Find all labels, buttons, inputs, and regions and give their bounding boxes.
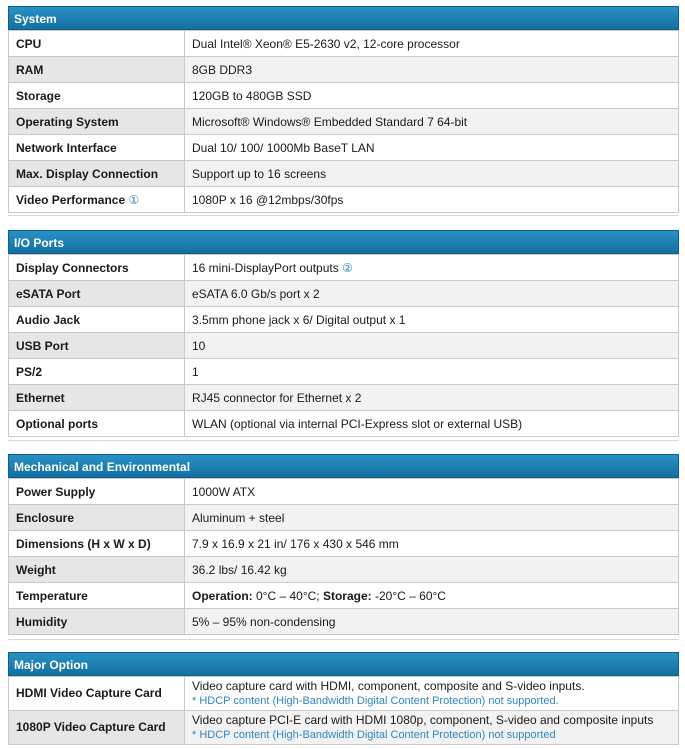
row-label: Optional ports bbox=[9, 411, 185, 437]
table-row bbox=[9, 359, 679, 385]
row-label-text: Video Performance bbox=[16, 192, 126, 207]
table-row bbox=[9, 333, 679, 359]
table-row bbox=[9, 557, 679, 583]
row-value bbox=[185, 255, 679, 281]
row-value: 36.2 lbs/ 16.42 kg bbox=[185, 557, 679, 583]
row-value: 3.5mm phone jack x 6/ Digital output x 1 bbox=[185, 307, 679, 333]
row-label: USB Port bbox=[9, 333, 185, 359]
row-label: PS/2 bbox=[9, 359, 185, 385]
row-value: 10 bbox=[185, 333, 679, 359]
row-label: Operating System bbox=[9, 109, 185, 135]
row-value: 8GB DDR3 bbox=[185, 57, 679, 83]
row-value: Aluminum + steel bbox=[185, 505, 679, 531]
row-label: Weight bbox=[9, 557, 185, 583]
table-row bbox=[9, 583, 679, 609]
system-table bbox=[8, 30, 679, 213]
divider bbox=[8, 215, 679, 216]
row-label: Ethernet bbox=[9, 385, 185, 411]
table-row bbox=[9, 135, 679, 161]
row-value bbox=[185, 583, 679, 609]
section-title: I/O Ports bbox=[8, 230, 679, 254]
row-value-text: 16 mini-DisplayPort outputs bbox=[192, 260, 339, 275]
mechanical-table bbox=[8, 478, 679, 635]
row-label: 1080P Video Capture Card bbox=[9, 711, 185, 745]
table-row bbox=[9, 505, 679, 531]
storage-value: -20°C – 60°C bbox=[371, 588, 446, 603]
row-label: RAM bbox=[9, 57, 185, 83]
row-label: Display Connectors bbox=[9, 255, 185, 281]
section-major-option bbox=[8, 652, 679, 745]
table-row bbox=[9, 531, 679, 557]
row-value: RJ45 connector for Ethernet x 2 bbox=[185, 385, 679, 411]
row-label: Power Supply bbox=[9, 479, 185, 505]
table-row bbox=[9, 57, 679, 83]
row-label: Audio Jack bbox=[9, 307, 185, 333]
row-label: Humidity bbox=[9, 609, 185, 635]
storage-label: Storage: bbox=[322, 588, 372, 603]
row-value: 1 bbox=[185, 359, 679, 385]
operation-label: Operation: bbox=[192, 588, 253, 603]
section-system bbox=[8, 6, 679, 213]
operation-value: 0°C – 40°C; bbox=[252, 588, 323, 603]
table-row bbox=[9, 479, 679, 505]
row-value: Dual 10/ 100/ 1000Mb BaseT LAN bbox=[185, 135, 679, 161]
major-option-table bbox=[8, 676, 679, 745]
table-row bbox=[9, 385, 679, 411]
option-description: Video capture PCI-E card with HDMI 1080p, component, S-video and composite inputs bbox=[192, 713, 654, 727]
row-label: Enclosure bbox=[9, 505, 185, 531]
table-row bbox=[9, 411, 679, 437]
section-title: Major Option bbox=[8, 652, 679, 676]
row-label: eSATA Port bbox=[9, 281, 185, 307]
table-row bbox=[9, 281, 679, 307]
section-title: System bbox=[8, 6, 679, 30]
row-value: 1080P x 16 @12mbps/30fps bbox=[185, 187, 679, 213]
row-label: Storage bbox=[9, 83, 185, 109]
section-io-ports bbox=[8, 230, 679, 437]
row-value: 1000W ATX bbox=[185, 479, 679, 505]
row-value: 7.9 x 16.9 x 21 in/ 176 x 430 x 546 mm bbox=[185, 531, 679, 557]
table-row bbox=[9, 161, 679, 187]
table-row bbox=[9, 609, 679, 635]
hdcp-note: * HDCP content (High-Bandwidth Digital Content Protection) not supported. bbox=[192, 695, 559, 707]
table-row bbox=[9, 31, 679, 57]
table-row bbox=[9, 711, 679, 745]
table-row bbox=[9, 307, 679, 333]
row-label: Max. Display Connection bbox=[9, 161, 185, 187]
table-row bbox=[9, 255, 679, 281]
io-table bbox=[8, 254, 679, 437]
table-row bbox=[9, 109, 679, 135]
row-value: 120GB to 480GB SSD bbox=[185, 83, 679, 109]
row-label: CPU bbox=[9, 31, 185, 57]
row-value: Support up to 16 screens bbox=[185, 161, 679, 187]
row-value: eSATA 6.0 Gb/s port x 2 bbox=[185, 281, 679, 307]
row-value: WLAN (optional via internal PCI-Express slot or external USB) bbox=[185, 411, 679, 437]
row-label: Network Interface bbox=[9, 135, 185, 161]
section-mechanical bbox=[8, 454, 679, 635]
row-value bbox=[185, 711, 679, 745]
footnote-one-icon[interactable]: ① bbox=[128, 192, 140, 207]
row-label: Dimensions (H x W x D) bbox=[9, 531, 185, 557]
footnote-two-icon[interactable]: ② bbox=[342, 260, 353, 275]
row-value: Microsoft® Windows® Embedded Standard 7 64-bit bbox=[185, 109, 679, 135]
row-value: Dual Intel® Xeon® E5-2630 v2, 12-core processor bbox=[185, 31, 679, 57]
row-value bbox=[185, 677, 679, 711]
row-label: HDMI Video Capture Card bbox=[9, 677, 185, 711]
table-row bbox=[9, 677, 679, 711]
table-row bbox=[9, 83, 679, 109]
hdcp-note: * HDCP content (High-Bandwidth Digital Content Protection) not supported bbox=[192, 729, 556, 741]
divider bbox=[8, 440, 679, 441]
option-description: Video capture card with HDMI, component, composite and S-video inputs. bbox=[192, 679, 585, 693]
divider bbox=[8, 639, 679, 640]
row-label: Temperature bbox=[9, 583, 185, 609]
row-value: 5% – 95% non-condensing bbox=[185, 609, 679, 635]
row-label bbox=[9, 187, 185, 213]
section-title: Mechanical and Environmental bbox=[8, 454, 679, 478]
table-row bbox=[9, 187, 679, 213]
